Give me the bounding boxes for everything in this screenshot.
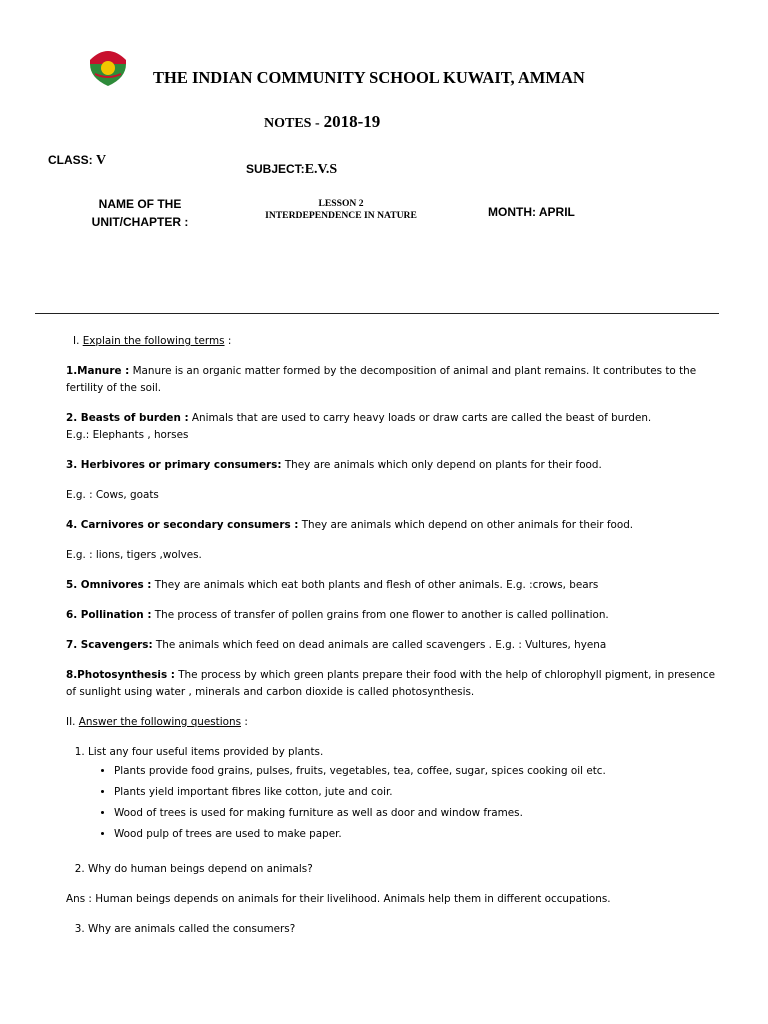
academic-year: 2018-19 [323, 112, 381, 131]
unit-label-line1: NAME OF THE [98, 197, 182, 211]
term-pollination: 6. Pollination : The process of transfer of pollen grains from one flower to another is called pollination. [66, 609, 609, 621]
class-label: CLASS: [48, 153, 93, 167]
month-field: MONTH: APRIL [488, 205, 575, 219]
herbivores-example: E.g. : Cows, goats [66, 489, 159, 501]
school-name: THE INDIAN COMMUNITY SCHOOL KUWAIT, AMMAN [153, 68, 585, 87]
question-list-2 [66, 861, 716, 878]
term-omnivores: 5. Omnivores : They are animals which eat both plants and flesh of other animals. E.g. :crows, bears [66, 579, 599, 591]
answer-1-bullet: • Plants provide food grains, pulses, fruits, vegetables, tea, coffee, sugar, spices cooking oil etc. [114, 763, 716, 780]
term-herbivores: 3. Herbivores or primary consumers: They are animals which only depend on plants for their food. [66, 459, 602, 471]
lesson-title [246, 198, 436, 222]
term-photosynthesis: 8.Photosynthesis : The process by which green plants prepare their food with the help of chlorophyll pigment, in presence of sunlight using water , minerals and carbon dioxide is called photosynthesis. [66, 669, 716, 698]
term-beasts-of-burden: 2. Beasts of burden : Animals that are used to carry heavy loads or draw carts are called the beast of burden. E.g.: Elephants , horses [66, 412, 652, 441]
subject-value: E.V.S [304, 162, 338, 177]
lesson-name: INTERDEPENDENCE IN NATURE [265, 210, 417, 221]
class-field [48, 153, 106, 169]
school-logo [86, 44, 130, 88]
divider-line [35, 313, 719, 314]
subject-label: SUBJECT: [246, 162, 305, 176]
question-list-3 [66, 921, 716, 938]
question-2: 2. Why do human beings depend on animals? [88, 861, 716, 878]
answer-1-bullet: • Plants yield important fibres like cotton, jute and coir. [114, 784, 716, 801]
unit-chapter-label [82, 195, 198, 231]
notes-label: NOTES - [264, 116, 320, 131]
carnivores-example: E.g. : lions, tigers ,wolves. [66, 549, 202, 561]
answer-1-bullets [88, 763, 716, 843]
section2-title: Answer the following questions [78, 716, 241, 728]
subject-field [246, 162, 337, 178]
question-1: 1. List any four useful items provided by plants. • Plants provide food grains, pulses, fruits, vegetables, tea, coffee, sugar, spices cooking oil etc. • Plants yield important fibres like cotton, jute and coir. • Wood of trees is used for making furniture as well as door and window frames. • Wood pulp of trees are used to make paper. [88, 744, 716, 843]
answer-1-bullet: • Wood pulp of trees are used to make paper. [114, 826, 716, 843]
term-carnivores: 4. Carnivores or secondary consumers : They are animals which depend on other animals for their food. [66, 519, 634, 531]
class-value: V [96, 153, 107, 168]
question-list-1 [66, 744, 716, 843]
section2-heading: II. Answer the following questions : [66, 716, 248, 728]
term-manure: 1.Manure : Manure is an organic matter formed by the decomposition of animal and plant remains. It contributes to the fertility of the soil. [66, 365, 697, 394]
section1-title: Explain the following terms [82, 335, 225, 347]
notes-heading [264, 112, 380, 132]
unit-label-line2: UNIT/CHAPTER : [91, 215, 189, 229]
lesson-number: LESSON 2 [318, 198, 364, 209]
answer-2: Ans : Human beings depends on animals for their livelihood. Animals help them in different occupations. [66, 893, 611, 905]
section1-heading: I. Explain the following terms : [73, 335, 232, 347]
question-3: 3. Why are animals called the consumers? [88, 921, 716, 938]
answer-1-bullet: • Wood of trees is used for making furniture as well as door and window frames. [114, 805, 716, 822]
term-scavengers: 7. Scavengers: The animals which feed on dead animals are called scavengers . E.g. : Vultures, hyena [66, 639, 607, 651]
notes-content [66, 333, 716, 938]
